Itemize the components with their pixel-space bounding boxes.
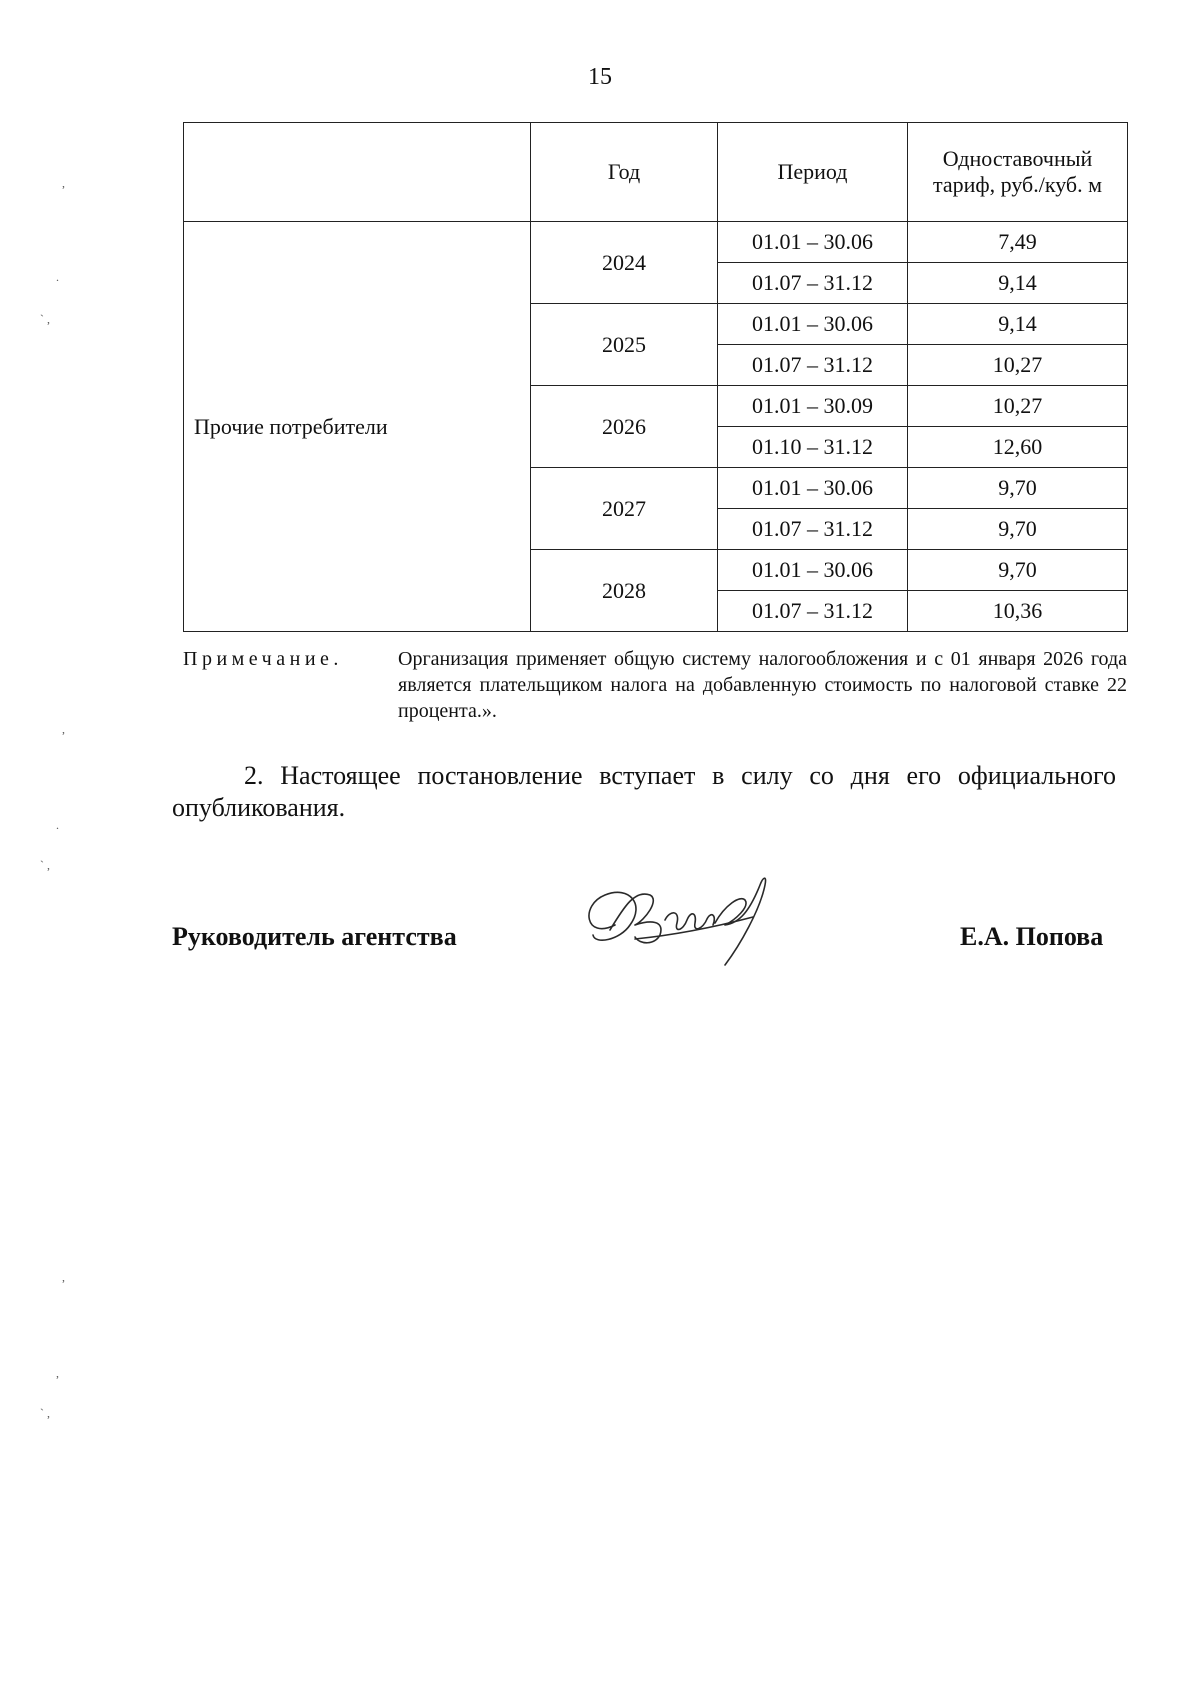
scan-speck: . [56, 270, 59, 284]
signatory-title: Руководитель агентства [172, 922, 457, 951]
tariff-cell: 10,27 [908, 386, 1128, 427]
tariff-cell: 12,60 [908, 427, 1128, 468]
tariff-cell: 7,49 [908, 222, 1128, 263]
tariff-cell: 10,27 [908, 345, 1128, 386]
tariff-cell: 9,70 [908, 550, 1128, 591]
period-cell: 01.01 – 30.09 [718, 386, 908, 427]
tariff-table [183, 122, 1128, 632]
scan-speck: ` , [40, 1406, 50, 1420]
scan-speck: . [56, 818, 59, 832]
period-cell: 01.07 – 31.12 [718, 509, 908, 550]
year-cell: 2025 [531, 304, 718, 386]
note-label: Примечание. [183, 648, 343, 670]
header-year: Год [531, 123, 718, 222]
tariff-cell: 9,70 [908, 468, 1128, 509]
year-cell: 2024 [531, 222, 718, 304]
header-period: Период [718, 123, 908, 222]
period-cell: 01.01 – 30.06 [718, 304, 908, 345]
signatory-name: Е.А. Попова [960, 922, 1104, 951]
note-text: Организация применяет общую систему налогообложения и с 01 января 2026 года является плательщиком налога на добавленную стоимость по налоговой ставке 22 процента.». [398, 648, 1127, 722]
scan-speck: , [62, 722, 65, 736]
period-cell: 01.01 – 30.06 [718, 550, 908, 591]
table-row [184, 222, 1128, 263]
tariff-cell: 10,36 [908, 591, 1128, 632]
tariff-cell: 9,70 [908, 509, 1128, 550]
header-consumer [184, 123, 531, 222]
note-block [183, 646, 1127, 724]
scan-speck: ` , [40, 312, 50, 326]
scan-speck: ` , [40, 858, 50, 872]
closing-paragraph: 2. Настоящее постановление вступает в силу со дня его официального опубликования. [172, 761, 1116, 822]
period-cell: 01.10 – 31.12 [718, 427, 908, 468]
year-cell: 2026 [531, 386, 718, 468]
period-cell: 01.07 – 31.12 [718, 263, 908, 304]
period-cell: 01.01 – 30.06 [718, 222, 908, 263]
period-cell: 01.07 – 31.12 [718, 591, 908, 632]
year-cell: 2028 [531, 550, 718, 632]
period-cell: 01.01 – 30.06 [718, 468, 908, 509]
handwritten-signature [575, 865, 775, 975]
table-header-row [184, 123, 1128, 222]
page-number: 15 [588, 64, 612, 90]
scan-speck: , [62, 176, 65, 190]
tariff-cell: 9,14 [908, 263, 1128, 304]
consumer-cell: Прочие потребители [184, 222, 531, 632]
period-cell: 01.07 – 31.12 [718, 345, 908, 386]
header-tariff: Одноставочный тариф, руб./куб. м [908, 123, 1128, 222]
year-cell: 2027 [531, 468, 718, 550]
scan-speck: , [62, 1270, 65, 1284]
scan-speck: , [56, 1366, 59, 1380]
tariff-cell: 9,14 [908, 304, 1128, 345]
